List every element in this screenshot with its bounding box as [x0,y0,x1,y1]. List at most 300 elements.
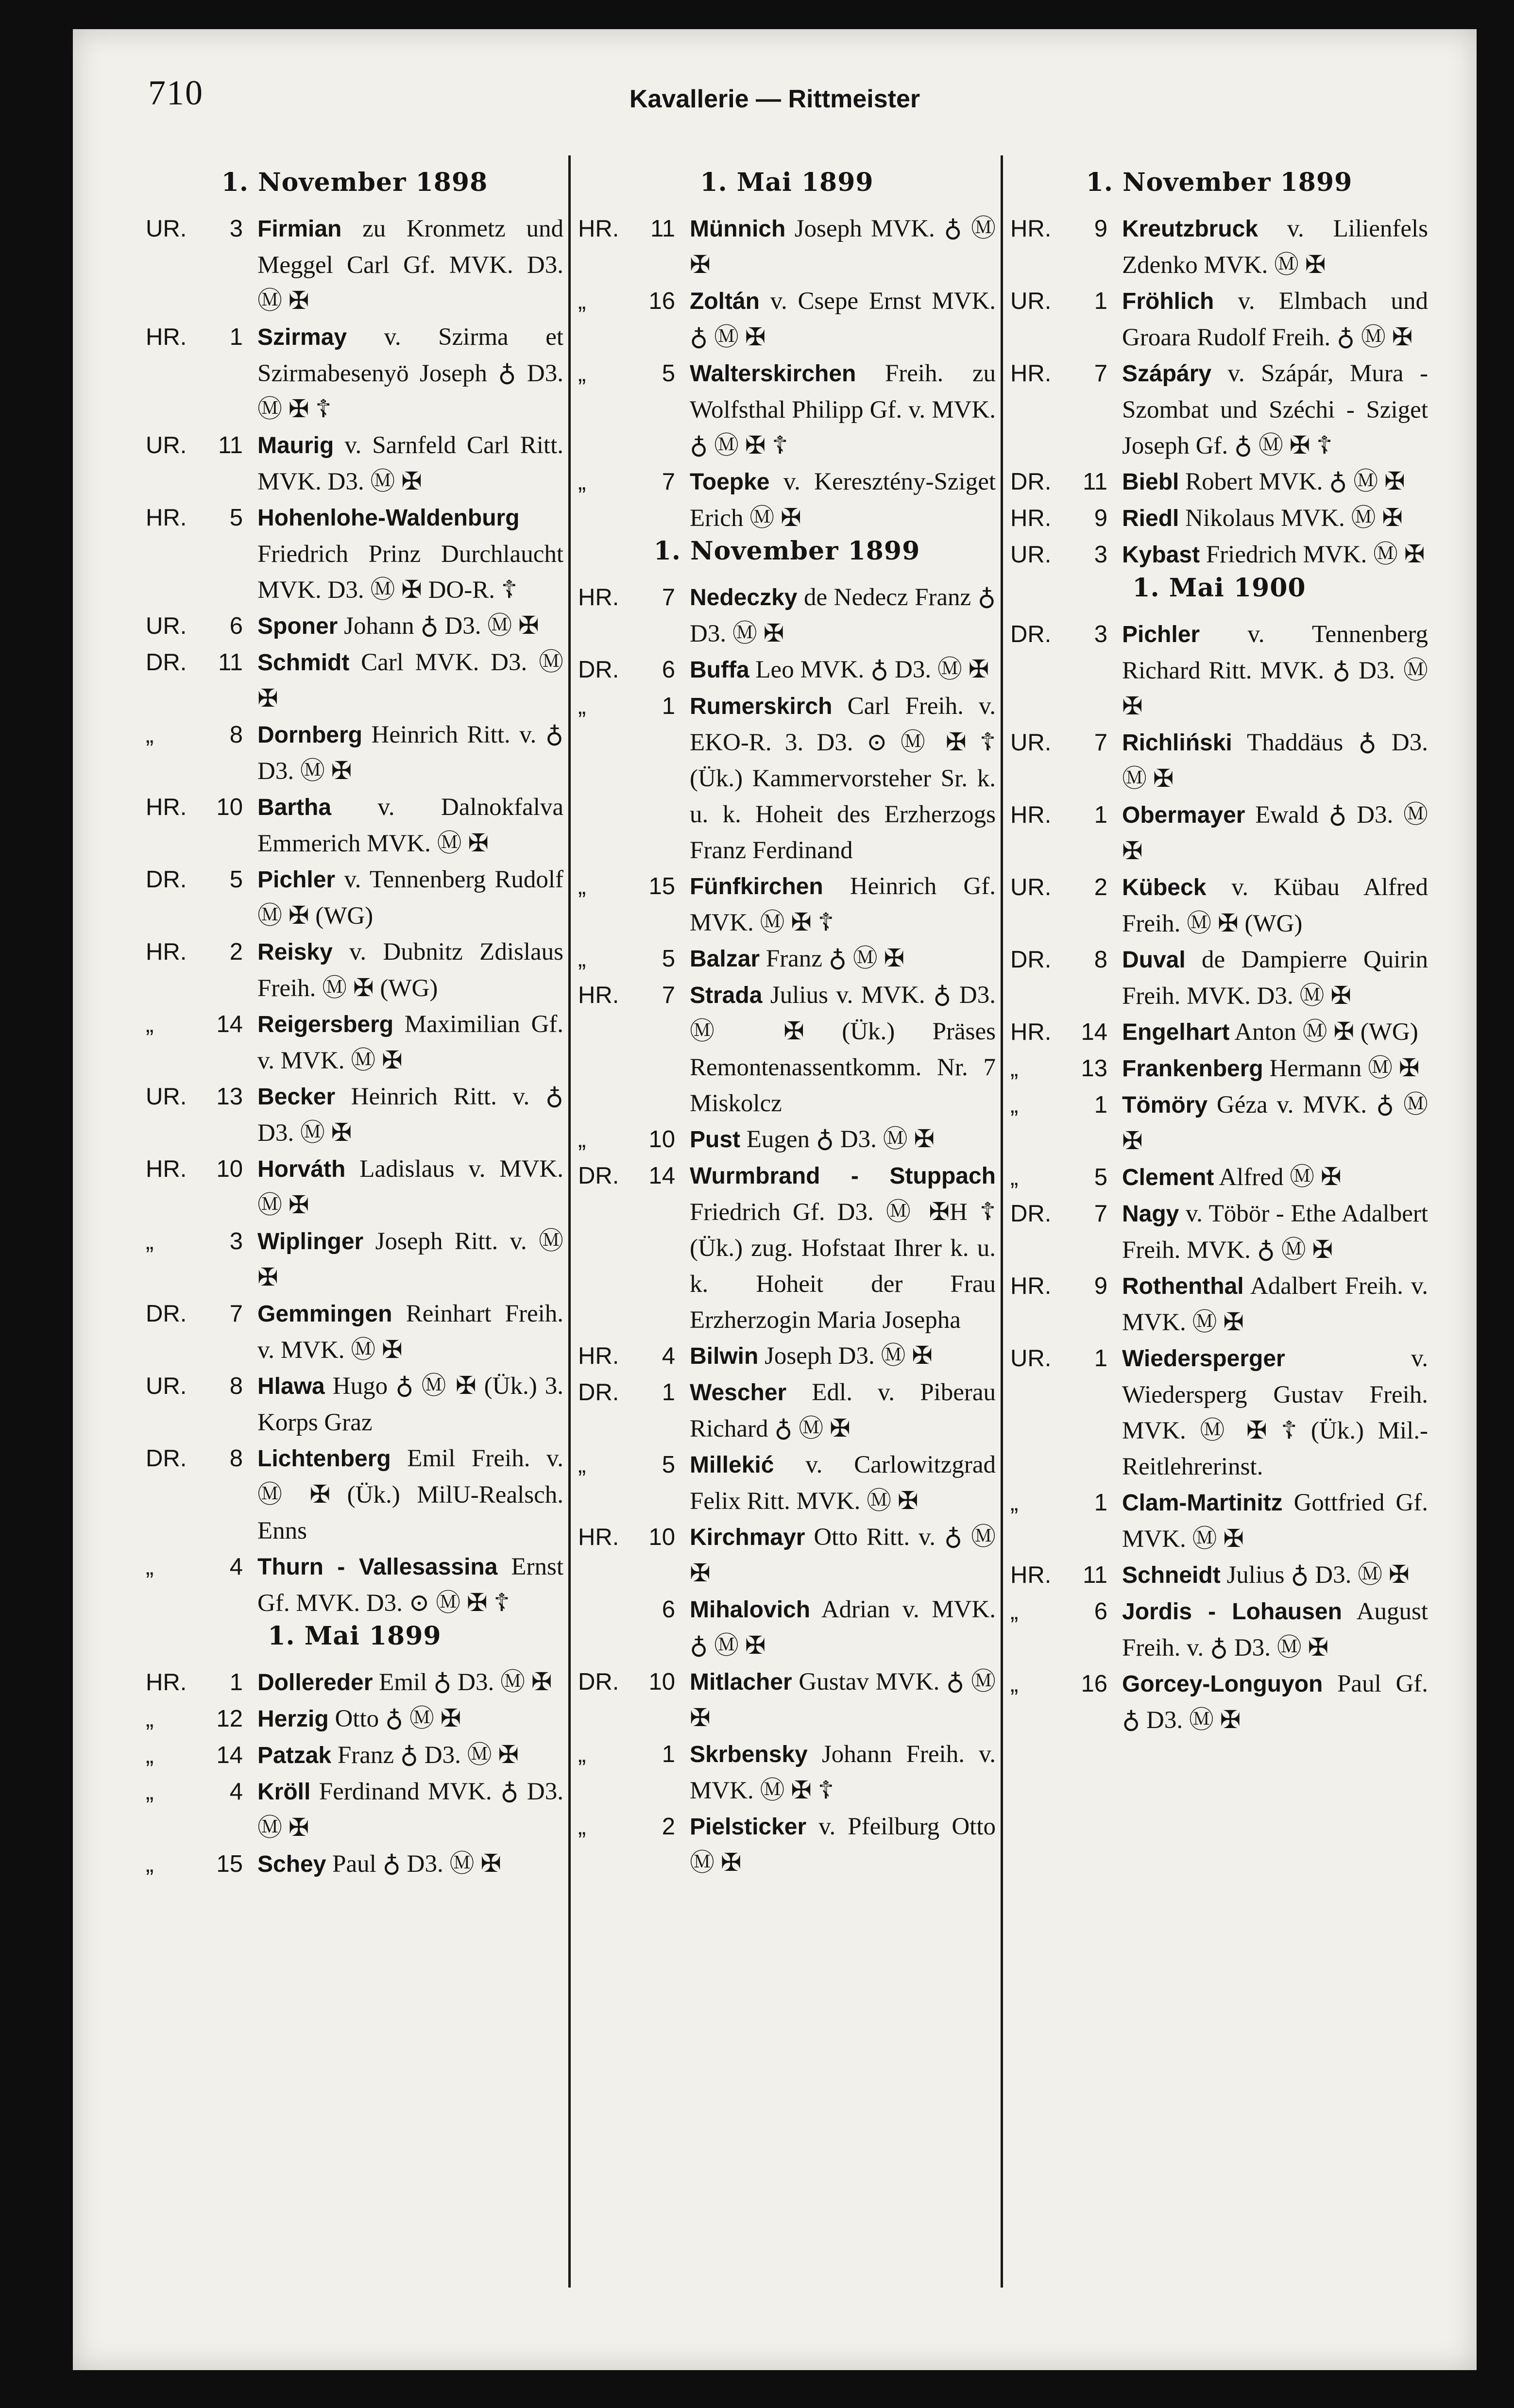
regiment-type: „ [146,1228,154,1255]
officer-entry [578,211,996,283]
officer-entry [146,1441,563,1549]
officer-name: Hohenlohe-Waldenburg [257,505,520,531]
regiment-number: 1 [662,1741,675,1767]
officer-name: Pielsticker [690,1814,807,1840]
officer-name: Obermayer [1122,802,1245,828]
regiment-number: 6 [662,657,675,683]
officer-entry [146,1549,563,1621]
officer-details: Géza v. MVK. ♁ Ⓜ ✠ [1122,1091,1429,1155]
officer-details: Alfred Ⓜ ✠ [1219,1164,1342,1191]
officer-details: Carl MVK. D3. Ⓜ ✠ [257,649,563,712]
regiment-number: 1 [1094,1490,1107,1516]
officer-name: Bilwin [690,1343,759,1369]
officer-details: Julius ♁ D3. Ⓜ ✠ [1226,1561,1410,1589]
officer-name: Schneidt [1122,1562,1221,1588]
officer-details: v. Tennenberg Rudolf Ⓜ ✠ (WG) [257,866,563,930]
regiment-type: „ [578,360,586,387]
officer-entry [146,934,563,1006]
officer-name: Wiedersperger [1122,1346,1285,1372]
officer-entry [1010,500,1428,537]
officer-name: Richliński [1122,730,1232,756]
officer-details: v. Elmbach und Groara Rudolf Freih. ♁ Ⓜ ✠ [1122,288,1429,351]
regiment-number: 7 [1094,729,1107,756]
officer-name: Rothenthal [1122,1273,1244,1299]
officer-entry [146,644,563,717]
regiment-number: 11 [1083,469,1107,495]
regiment-number: 2 [229,939,243,965]
regiment-number: 8 [1094,947,1107,973]
officer-name: Szápáry [1122,361,1212,387]
regiment-type: „ [146,1779,154,1805]
officer-name: Pichler [257,867,336,893]
officer-entry [146,1223,563,1296]
officer-name: Patzak [257,1743,332,1768]
regiment-type: UR. [146,1084,187,1110]
regiment-type: HR. [1010,360,1052,387]
officer-entry [578,1158,996,1338]
officer-details: Ladislaus v. MVK. Ⓜ ✠ [257,1155,563,1219]
officer-name: Rumerskirch [690,694,833,719]
officer-details: Eugen ♁ D3. Ⓜ ✠ [746,1126,935,1153]
officer-details: Robert MVK. ♁ Ⓜ ✠ [1185,468,1405,495]
officer-name: Schmidt [257,650,350,676]
regiment-type: HR. [146,324,187,350]
officer-details: Hugo ♁ Ⓜ ✠ (Ük.) 3. Korps Graz [257,1373,564,1436]
regiment-type: „ [578,1814,586,1840]
column-divider [568,155,571,2288]
officer-name: Biebl [1122,469,1179,495]
regiment-type: UR. [1010,1345,1052,1372]
officer-name: Kübeck [1122,875,1207,900]
regiment-number: 6 [1094,1598,1107,1625]
regiment-number: 13 [216,1084,243,1110]
regiment-type: UR. [146,432,187,458]
officer-entry [1010,616,1428,725]
officer-name: Buffa [690,657,749,683]
officer-name: Reisky [257,939,333,965]
regiment-type: „ [578,946,586,972]
regiment-number: 14 [1081,1019,1107,1045]
officer-entry [1010,1087,1428,1159]
officer-name: Fröhlich [1122,288,1214,314]
officer-name: Gemmingen [257,1301,392,1327]
regiment-type: HR. [1010,1019,1052,1045]
regiment-type: DR. [578,657,619,683]
officer-details: Adalbert Freih. v. MVK. Ⓜ ✠ [1122,1272,1428,1336]
officer-name: Engelhart [1122,1019,1230,1045]
officer-entry [578,977,996,1121]
regiment-type: „ [1010,1490,1019,1516]
officer-details: v. Keresztény-Sziget Erich Ⓜ ✠ [690,468,996,532]
regiment-type: UR. [1010,288,1052,314]
regiment-number: 5 [662,360,675,387]
officer-name: Hlawa [257,1374,325,1399]
officer-entry [1010,1666,1428,1738]
regiment-type: HR. [146,1156,187,1182]
officer-details: Reinhart Freih. v. MVK. Ⓜ ✠ [257,1300,563,1364]
officer-entry [1010,1014,1428,1051]
regiment-type: „ [146,1706,154,1732]
officer-entry [578,941,996,977]
regiment-number: 1 [1094,802,1107,828]
regiment-number: 14 [216,1011,243,1037]
running-head: Kavallerie — Rittmeister [629,85,920,113]
officer-entry [1010,1196,1428,1268]
officer-entry [146,789,563,862]
officer-name: Skrbensky [690,1742,808,1767]
officer-name: Clement [1122,1165,1214,1190]
officer-details: zu Kronmetz und Meggel Carl Gf. MVK. D3. Ⓜ ✠ [257,215,563,315]
officer-name: Wurmbrand - Stuppach [690,1163,996,1189]
regiment-number: 4 [662,1343,675,1369]
officer-details: August Freih. v. ♁ D3. Ⓜ ✠ [1122,1598,1429,1662]
regiment-number: 11 [650,216,675,242]
regiment-type: HR. [1010,1562,1052,1588]
officer-details: Freih. zu Wolfsthal Philipp Gf. v. MVK. ♁ Ⓜ ✠ ☦ [690,360,996,459]
officer-name: Strada [690,983,763,1008]
officer-details: v. Lilienfels Zdenko MVK. Ⓜ ✠ [1122,215,1428,279]
officer-name: Horváth [257,1156,346,1182]
officer-details: Ferdinand MVK. ♁ D3. Ⓜ ✠ [257,1778,563,1842]
officer-entry [1010,1051,1428,1087]
regiment-number: 15 [216,1851,243,1877]
officer-name: Tömöry [1122,1092,1208,1118]
regiment-type: „ [578,288,586,314]
regiment-number: 7 [662,584,675,610]
officer-name: Toepke [690,469,770,495]
regiment-type: DR. [1010,947,1052,973]
regiment-number: 10 [648,1126,675,1153]
officer-entry [578,464,996,536]
section-heading: 1. Mai 1899 [268,1621,442,1651]
section-heading: 1. November 1899 [653,536,920,566]
officer-details: v. Kübau Alfred Freih. Ⓜ ✠ (WG) [1122,874,1429,937]
officer-name: Dornberg [257,722,362,748]
regiment-number: 5 [1094,1164,1107,1190]
regiment-number: 15 [648,873,675,899]
regiment-number: 1 [229,1669,243,1696]
officer-entry [1010,797,1428,869]
regiment-type: DR. [146,1445,187,1472]
officer-details: Julius v. MVK. ♁ D3. Ⓜ ✠ (Ük.) Präses Remontenassentkomm. Nr. 7 Miskolcz [690,982,996,1117]
officer-details: Franz ♁ D3. Ⓜ ✠ [337,1742,519,1769]
regiment-type: HR. [146,505,187,531]
regiment-type: HR. [1010,802,1052,828]
officer-details: Friedrich MVK. Ⓜ ✠ [1206,541,1425,568]
officer-name: Zoltán [690,288,760,314]
regiment-type: „ [1010,1055,1019,1082]
officer-details: Hermann Ⓜ ✠ [1269,1055,1420,1082]
officer-details: Emil Freih. v. Ⓜ ✠ (Ük.) MilU-Realsch. Enns [257,1445,563,1544]
regiment-type: DR. [1010,621,1052,647]
regiment-number: 1 [229,324,243,350]
regiment-number: 7 [662,982,675,1008]
officer-entry [1010,537,1428,573]
regiment-number: 5 [662,1452,675,1478]
regiment-number: 6 [662,1596,675,1623]
regiment-number: 5 [229,505,243,531]
regiment-number: 8 [229,1445,243,1472]
officer-name: Thurn - Vallesassina [257,1554,498,1580]
officer-name: Pichler [1122,622,1200,647]
regiment-number: 14 [648,1163,675,1189]
officer-name: Nedeczky [690,585,798,610]
officer-details: v. Csepe Ernst MVK. ♁ Ⓜ ✠ [690,288,996,351]
regiment-type: HR. [1010,505,1052,531]
regiment-number: 8 [229,722,243,748]
officer-details: Leo MVK. ♁ D3. Ⓜ ✠ [755,656,989,683]
officer-entry [1010,1594,1428,1666]
regiment-type: DR. [1010,1201,1052,1227]
officer-entry [146,211,563,319]
officer-entry [146,1296,563,1368]
regiment-number: 5 [662,946,675,972]
officer-entry [146,862,563,934]
column-3 [1010,168,1428,1738]
section-heading: 1. November 1898 [221,168,488,197]
officer-details: Joseph D3. Ⓜ ✠ [765,1342,933,1370]
officer-details: Paul Gf. ♁ D3. Ⓜ ✠ [1122,1670,1429,1734]
officer-name: Reigersberg [257,1012,394,1037]
officer-entry [146,1006,563,1079]
officer-details: Joseph MVK. ♁ Ⓜ ✠ [690,215,996,279]
officer-details: Heinrich Ritt. v. ♁ D3. Ⓜ ✠ [257,721,564,785]
regiment-number: 10 [648,1669,675,1695]
regiment-type: „ [1010,1164,1019,1190]
officer-entry [1010,283,1428,356]
regiment-type: HR. [578,216,619,242]
officer-entry [146,1664,563,1701]
regiment-number: 1 [1094,1092,1107,1118]
regiment-type: DR. [146,1301,187,1327]
regiment-type: DR. [578,1163,619,1189]
regiment-type: „ [1010,1092,1019,1118]
officer-entry [146,1368,563,1441]
regiment-type: DR. [578,1379,619,1406]
page-header [73,73,1477,126]
regiment-type: HR. [578,1524,619,1550]
officer-name: Wescher [690,1380,787,1406]
officer-entry [146,1846,563,1882]
regiment-number: 7 [662,469,675,495]
regiment-number: 6 [229,613,243,639]
officer-entry [146,427,563,500]
officer-details: v. Wiedersperg Gustav Freih. MVK. Ⓜ ✠ ☦ (Ük.) Mil.-Reitlehrerinst. [1122,1345,1428,1480]
officer-entry [1010,1340,1428,1485]
regiment-number: 10 [648,1524,675,1550]
officer-details: Thaddäus ♁ D3. Ⓜ ✠ [1122,729,1428,793]
officer-details: de Nedecz Franz ♁ D3. Ⓜ ✠ [690,584,996,647]
regiment-number: 12 [216,1706,243,1732]
regiment-type: „ [578,1126,586,1153]
officer-entry [1010,356,1428,464]
regiment-number: 1 [662,1379,675,1406]
officer-details: Franz ♁ Ⓜ ✠ [766,945,905,972]
regiment-number: 13 [1081,1055,1107,1082]
officer-entry [578,283,996,356]
section-heading: 1. Mai 1900 [1132,573,1306,603]
regiment-type: UR. [146,216,187,242]
officer-details: de Dampierre Quirin Freih. MVK. D3. Ⓜ ✠ [1122,946,1428,1010]
regiment-type: „ [1010,1671,1019,1697]
officer-entry [146,608,563,644]
regiment-type: „ [146,1742,154,1768]
regiment-number: 2 [1094,874,1107,900]
officer-details: Maximilian Gf. v. MVK. Ⓜ ✠ [257,1011,564,1074]
officer-details: Adrian v. MVK. ♁ Ⓜ ✠ [690,1596,996,1660]
regiment-type: „ [146,722,154,748]
officer-entry [1010,725,1428,797]
regiment-number: 5 [229,866,243,893]
officer-name: Kirchmayr [690,1525,805,1550]
regiment-type: HR. [1010,1273,1052,1299]
officer-entry [1010,1159,1428,1196]
officer-entry [146,1079,563,1151]
officer-entry [578,688,996,868]
officer-entry [146,500,563,608]
officer-entry [146,319,563,427]
regiment-number: 10 [216,1156,243,1182]
regiment-number: 10 [216,794,243,820]
regiment-number: 7 [229,1301,243,1327]
officer-entry [578,1519,996,1592]
regiment-number: 11 [1083,1562,1107,1588]
officer-name: Kröll [257,1779,311,1805]
column-2 [578,168,996,1881]
regiment-number: 2 [662,1814,675,1840]
officer-entry [1010,1557,1428,1594]
officer-name: Clam-Martinitz [1122,1490,1283,1516]
regiment-type: HR. [146,939,187,965]
officer-name: Fünfkirchen [690,874,823,899]
officer-name: Schey [257,1851,326,1877]
officer-entry [578,868,996,941]
officer-details: Emil ♁ D3. Ⓜ ✠ [379,1669,552,1696]
regiment-type: „ [146,1011,154,1037]
officer-name: Becker [257,1084,336,1110]
regiment-type: „ [578,1452,586,1478]
officer-details: Friedrich Gf. D3. Ⓜ ✠H ☦ (Ük.) zug. Hofstaat Ihrer k. u. k. Hoheit der Frau Erzherzogin Maria Josepha [690,1199,996,1334]
officer-name: Walterskirchen [690,361,856,387]
officer-entry [146,1701,563,1737]
officer-details: v. Pfeilburg Otto Ⓜ ✠ [690,1813,996,1877]
officer-details: v. Dubnitz Zdislaus Freih. Ⓜ ✠ (WG) [257,938,563,1002]
officer-details: Ernst Gf. MVK. D3. ⊙ Ⓜ ✠ ☦ [257,1553,563,1617]
officer-name: Firmian [257,216,342,242]
officer-name: Mihalovich [690,1597,811,1623]
officer-entry [578,1447,996,1519]
officer-entry [1010,464,1428,500]
regiment-type: DR. [146,649,187,676]
regiment-type: HR. [578,1343,619,1369]
officer-details: v. Tennenberg Richard Ritt. MVK. ♁ D3. Ⓜ ✠ [1122,621,1428,720]
officer-name: Mitlacher [690,1669,792,1695]
officer-entry [1010,942,1428,1014]
officer-details: Ewald ♁ D3. Ⓜ ✠ [1122,801,1428,865]
regiment-type: HR. [578,584,619,610]
officer-name: Maurig [257,433,334,458]
regiment-type: HR. [1010,216,1052,242]
officer-details: Friedrich Prinz Durchlaucht MVK. D3. Ⓜ ✠ DO-R. ☦ [257,541,563,604]
officer-entry [1010,211,1428,283]
officer-entry [578,1121,996,1158]
regiment-type: UR. [146,613,187,639]
section-heading: 1. Mai 1899 [700,168,874,197]
officer-name: Bartha [257,795,332,820]
regiment-type: „ [578,693,586,719]
regiment-type: HR. [146,794,187,820]
regiment-type: UR. [1010,874,1052,900]
regiment-type: DR. [1010,469,1052,495]
officer-name: Kybast [1122,542,1200,568]
regiment-number: 3 [229,1228,243,1255]
regiment-type: „ [1010,1598,1019,1625]
officer-name: Herzig [257,1706,329,1732]
officer-details: v. Sarnfeld Carl Ritt. MVK. D3. Ⓜ ✠ [257,432,563,495]
officer-details: v. Szirma et Szirmabesenyö Joseph ♁ D3. Ⓜ ✠ ☦ [257,323,563,423]
officer-name: Duval [1122,947,1186,973]
regiment-type: „ [578,469,586,495]
section-heading: 1. November 1899 [1086,168,1353,197]
officer-entry [146,1151,563,1223]
officer-name: Sponer [257,613,338,639]
regiment-number: 16 [1081,1671,1107,1697]
officer-name: Riedl [1122,506,1179,531]
officer-details: v. Töbör - Ethe Adalbert Freih. MVK. ♁ Ⓜ ✠ [1122,1200,1428,1264]
regiment-number: 9 [1094,1273,1107,1299]
officer-details: Carl Freih. v. EKO-R. 3. D3. ⊙ Ⓜ ✠ ☦ (Ük.) Kammervorsteher Sr. k. u. k. Hoheit des Erzherzogs Franz Ferdinand [690,693,996,864]
officer-name: Dollereder [257,1670,373,1696]
officer-details: Paul ♁ D3. Ⓜ ✠ [332,1850,501,1878]
officer-name: Münnich [690,216,786,242]
regiment-type: UR. [1010,542,1052,568]
officer-entry [578,579,996,652]
officer-entry [578,356,996,464]
officer-name: Lichtenberg [257,1446,391,1472]
officer-details: Otto ♁ Ⓜ ✠ [335,1705,461,1732]
officer-entry [578,1338,996,1374]
officer-details: Otto Ritt. v. ♁ Ⓜ ✠ [690,1524,996,1587]
officer-name: Millekić [690,1452,774,1478]
officer-name: Pust [690,1127,741,1153]
officer-details: v. Szápár, Mura - Szombat und Széchi - Sziget Joseph Gf. ♁ Ⓜ ✠ ☦ [1122,360,1429,459]
regiment-type: DR. [578,1669,619,1695]
officer-details: v. Carlowitzgrad Felix Ritt. MVK. Ⓜ ✠ [690,1451,996,1515]
regiment-number: 16 [648,288,675,314]
officer-name: Szirmay [257,324,347,350]
column-divider [1001,155,1003,2288]
officer-name: Gorcey-Longuyon [1122,1671,1323,1697]
regiment-number: 4 [229,1779,243,1805]
regiment-number: 8 [229,1373,243,1399]
officer-entry [578,652,996,688]
regiment-number: 7 [1094,1201,1107,1227]
officer-entry [578,1736,996,1809]
officer-name: Balzar [690,946,760,972]
officer-entry [578,1809,996,1881]
regiment-number: 9 [1094,505,1107,531]
officer-name: Wiplinger [257,1229,364,1255]
officer-details: Johann Freih. v. MVK. Ⓜ ✠ ☦ [690,1741,996,1804]
officer-entry [1010,869,1428,942]
regiment-type: „ [578,873,586,899]
officer-details: Joseph Ritt. v. Ⓜ ✠ [257,1228,564,1291]
officer-details: Edl. v. Piberau Richard ♁ Ⓜ ✠ [690,1379,996,1442]
regiment-number: 4 [229,1554,243,1580]
regiment-type: „ [146,1851,154,1877]
officer-details: v. Dalnokfalva Emmerich MVK. Ⓜ ✠ [257,794,564,857]
regiment-type: „ [146,1554,154,1580]
